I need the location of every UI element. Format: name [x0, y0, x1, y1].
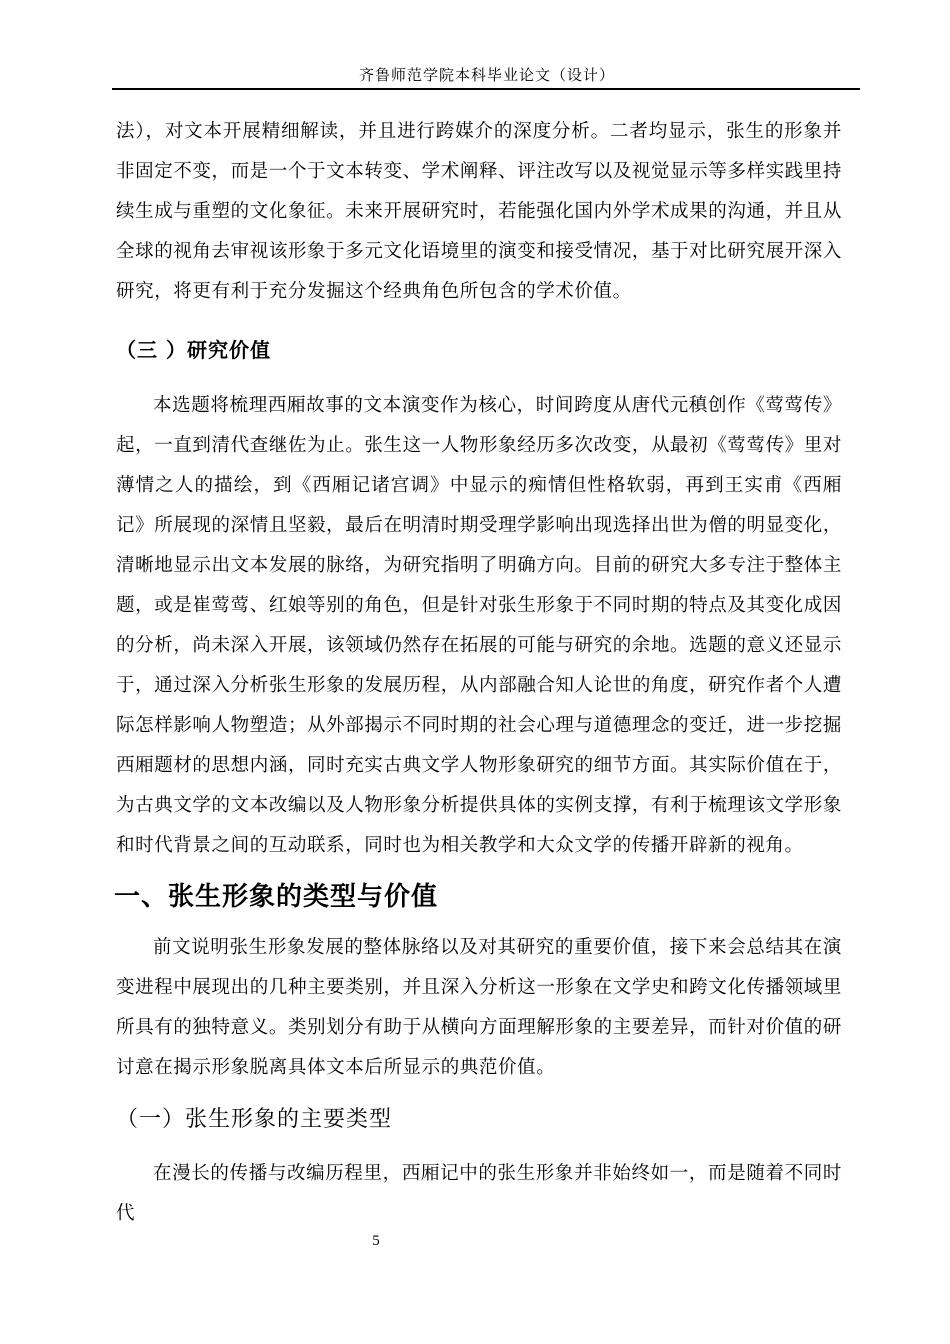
page-content [116, 112, 842, 1234]
paragraph-research-value: 本选题将梳理西厢故事的文本演变作为核心，时间跨度从唐代元稹创作《莺莺传》起，一直到清代查继佐为止。张生这一人物形象经历多次改变，从最初《莺莺传》里对薄情之人的描绘，到《西厢记诸宫调》中显示的痴情但性格软弱，再到王实甫《西厢记》所展现的深情且坚毅，最后在明清时期受理学影响出现选择出世为僧的明显变化，清晰地显示出文本发展的脉络，为研究指明了明确方向。目前的研究大多专注于整体主题，或是崔莺莺、红娘等别的角色，但是针对张生形象于不同时期的特点及其变化成因的分析，尚未深入开展，该领域仍然存在拓展的可能与研究的余地。选题的意义还显示于，通过深入分析张生形象的发展历程，从内部融合知人论世的角度，研究作者个人遭际怎样影响人物塑造；从外部揭示不同时期的社会心理与道德理念的变迁，进一步挖掘西厢题材的思想内涵，同时充实古典文学人物形象研究的细节方面。其实际价值在于，为古典文学的文本改编以及人物形象分析提供具体的实例支撑，有利于梳理该文学形象和时代背景之间的互动联系，同时也为相关教学和大众文学的传播开辟新的视角。 [116, 395, 842, 856]
page-number: 5 [372, 1233, 380, 1249]
paragraph-chapter-intro: 前文说明张生形象发展的整体脉络以及对其研究的重要价值，接下来会总结其在演变进程中展现出的几种主要类别，并且深入分析这一形象在文学史和跨文化传播领域里所具有的独特意义。类别划分有助于从横向方面理解形象的主要差异，而针对价值的研讨意在揭示形象脱离具体文本后所显示的典范价值。 [116, 937, 842, 1078]
chapter-heading: 一、张生形象的类型与价值 [114, 882, 439, 912]
header-rule [112, 88, 860, 90]
paragraph-types-start: 在漫长的传播与改编历程里，西厢记中的张生形象并非始终如一，而是随着不同时代 [116, 1163, 842, 1224]
running-header: 齐鲁师范学院本科毕业论文（设计） [358, 66, 615, 84]
subsection-heading-research-value: （三 ）研究价值 [116, 338, 271, 362]
paragraph-continuation: 法），对文本开展精细解读，并且进行跨媒介的深度分析。二者均显示，张生的形象并非固定不变，而是一个于文本转变、学术阐释、评注改写以及视觉显示等多样实践里持续生成与重塑的文化象征。未来开展研究时，若能强化国内外学术成果的沟通，并且从全球的视角去审视该形象于多元文化语境里的演变和接受情况，基于对比研究展开深入研究，将更有利于充分发掘这个经典角色所包含的学术价值。 [116, 121, 842, 302]
section-heading-types: （一）张生形象的主要类型 [116, 1107, 393, 1132]
